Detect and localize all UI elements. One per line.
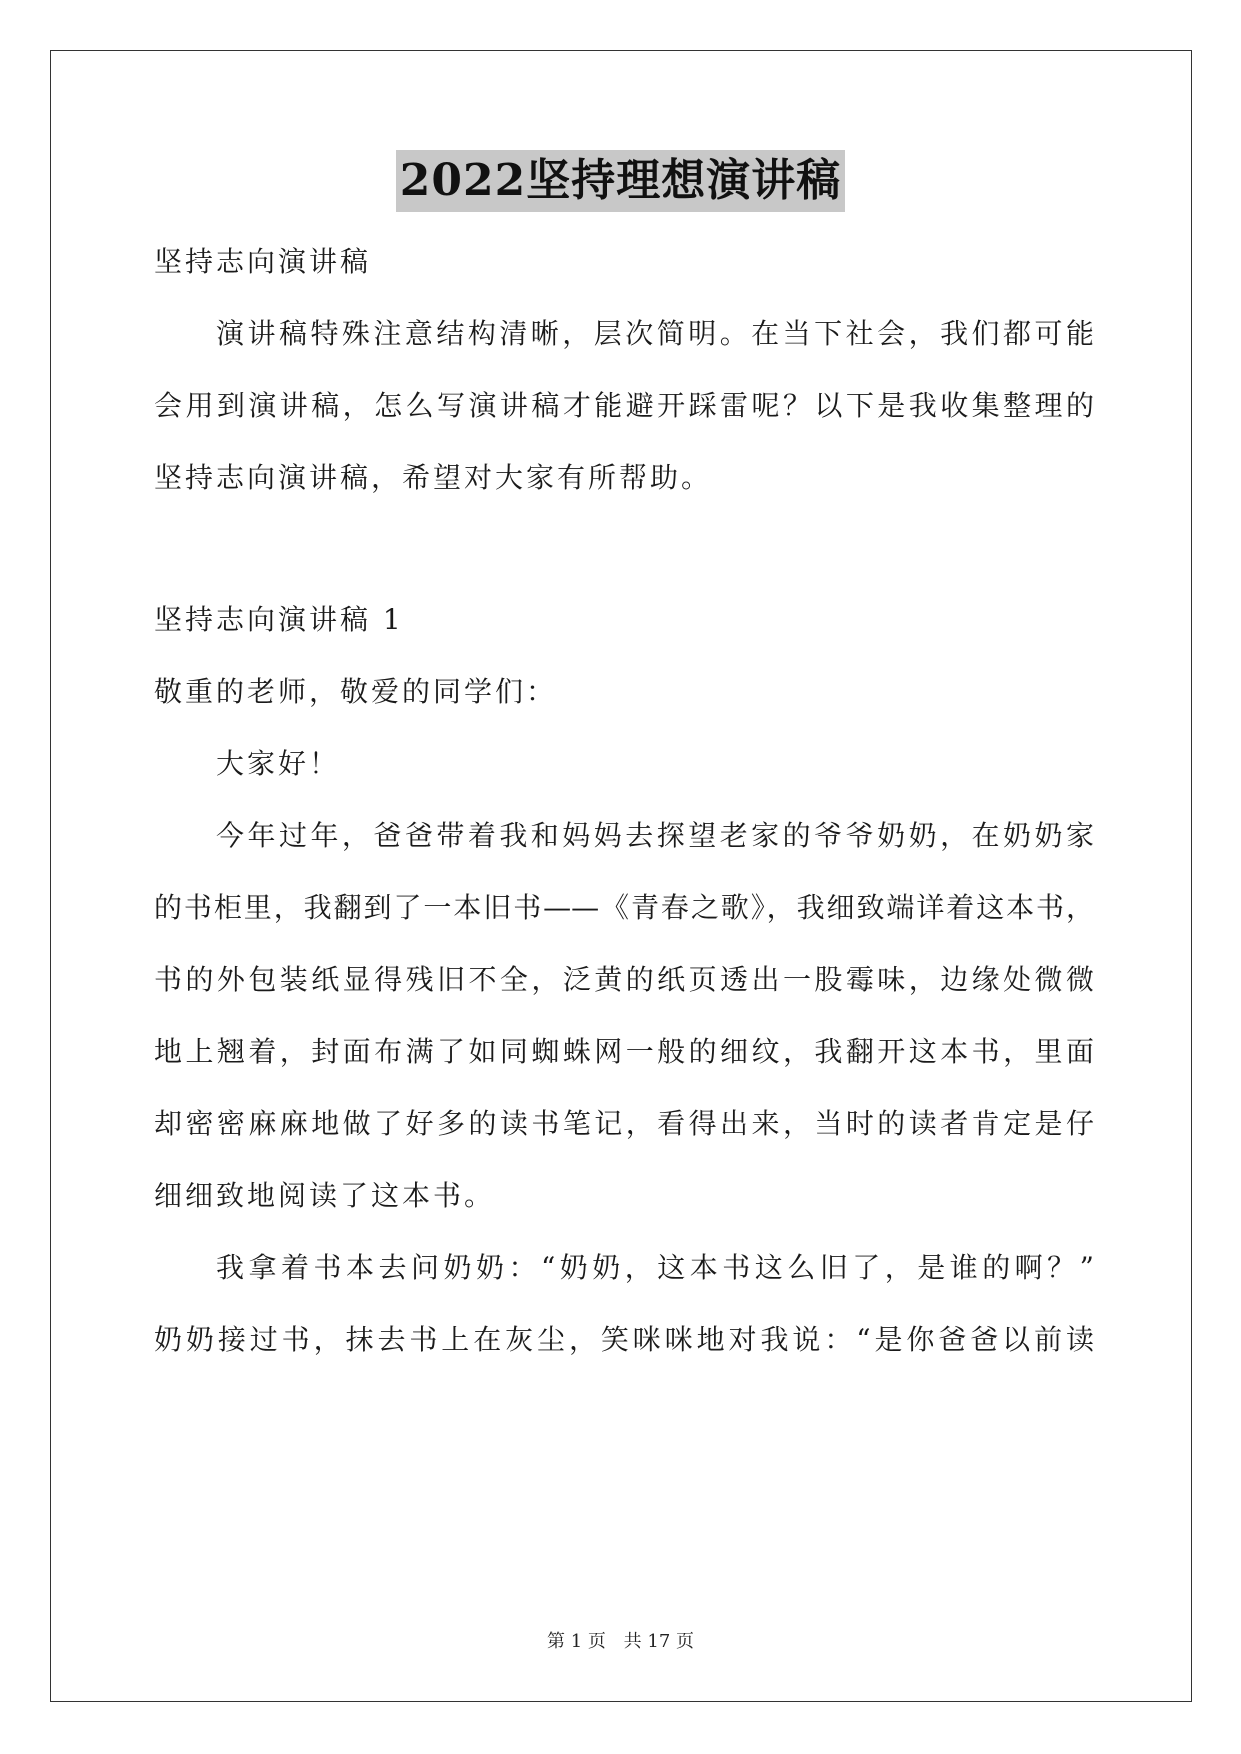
greeting: 大家好！ [216,747,341,780]
page-footer [0,1630,1241,1654]
total-page-count: 共 17 页 [623,1631,694,1652]
salutation: 敬重的老师，敬爱的同学们： [154,675,558,708]
current-page-number: 第 1 页 [547,1631,606,1652]
paragraph-line: 演讲稿特殊注意结构清晰，层次简明。在当下社会，我们都可能 [216,317,1094,350]
paragraph-line: 书的外包装纸显得残旧不全，泛黄的纸页透出一股霉味，边缘处微微 [154,963,1094,996]
paragraph-line: 坚持志向演讲稿，希望对大家有所帮助。 [154,461,713,494]
paragraph-line: 地上翘着，封面布满了如同蜘蛛网一般的细纹，我翻开这本书，里面 [154,1035,1094,1068]
paragraph-line: 我拿着书本去问奶奶：“奶奶，这本书这么旧了，是谁的啊？” [216,1251,1094,1284]
title-container [0,150,1241,212]
paragraph-line: 的书柜里，我翻到了一本旧书——《青春之歌》，我细致端详着这本书， [154,891,1094,924]
section-heading: 坚持志向演讲稿 1 [154,603,404,636]
paragraph-line: 今年过年，爸爸带着我和妈妈去探望老家的爷爷奶奶，在奶奶家 [216,819,1094,852]
paragraph-line: 会用到演讲稿，怎么写演讲稿才能避开踩雷呢？以下是我收集整理的 [154,389,1094,422]
paragraph-line: 奶奶接过书，抹去书上在灰尘，笑咪咪地对我说：“是你爸爸以前读 [154,1323,1094,1356]
paragraph-line: 却密密麻麻地做了好多的读书笔记，看得出来，当时的读者肯定是仔 [154,1107,1094,1140]
paragraph-line: 细细致地阅读了这本书。 [154,1179,496,1212]
document-title: 2022坚持理想演讲稿 [396,150,845,212]
section-heading: 坚持志向演讲稿 [154,245,372,278]
page-border [50,50,1192,1702]
